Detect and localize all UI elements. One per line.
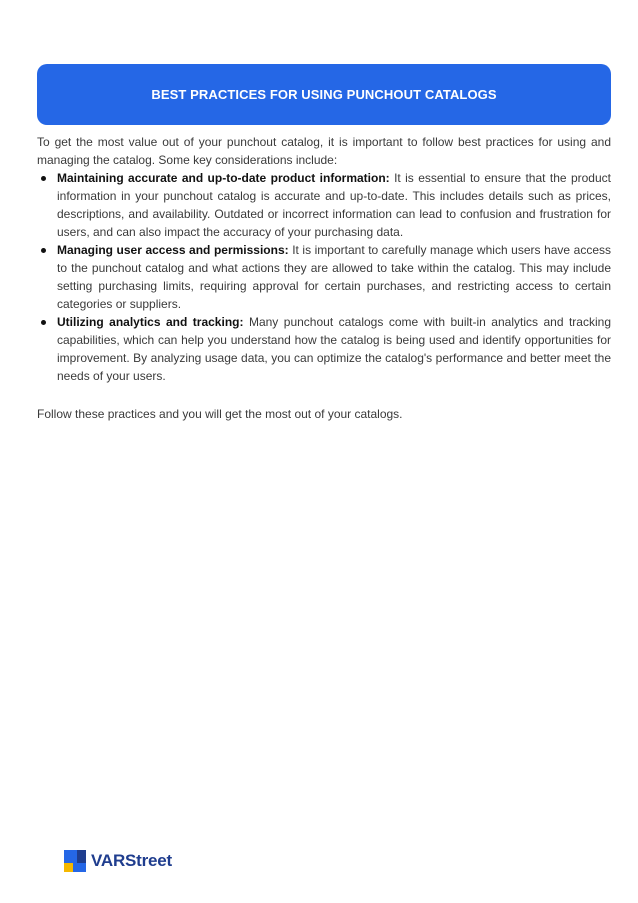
bullet-icon — [41, 320, 46, 325]
practice-term: Managing user access and permissions: — [57, 243, 289, 257]
bullet-icon — [41, 248, 46, 253]
brand-logo — [64, 850, 172, 872]
practices-list — [37, 169, 611, 385]
section-banner — [37, 64, 611, 125]
practice-term: Utilizing analytics and tracking: — [57, 315, 244, 329]
page-title: BEST PRACTICES FOR USING PUNCHOUT CATALOGS — [151, 87, 497, 102]
bullet-icon — [41, 176, 46, 181]
brand-name: VARStreet — [91, 851, 173, 870]
varstreet-logo-icon — [64, 850, 86, 872]
practice-term: Maintaining accurate and up-to-date product information: — [57, 171, 390, 185]
list-item — [57, 169, 611, 241]
list-item — [57, 241, 611, 313]
intro-paragraph: To get the most value out of your punchout catalog, it is important to follow best practices for using and managing the catalog. Some key considerations include: — [37, 135, 611, 167]
practice-text: It is important to carefully manage which users have access to the punchout catalog and what actions they are allowed to take within the catalog. This may include setting purchasing limits, requiring approval for certain purchases, and restricting access to certain categories or suppliers. — [57, 243, 611, 311]
body-content — [37, 133, 611, 423]
practice-text: It is essential to ensure that the product information in your punchout catalog is accurate and up-to-date. This includes details such as prices, descriptions, and availability. Outdated or incorrect information can lead to confusion and frustration for users, and can also impact the accuracy of your purchasing data. — [57, 171, 611, 239]
list-item — [57, 313, 611, 385]
closing-paragraph: Follow these practices and you will get the most out of your catalogs. — [37, 407, 403, 421]
practice-text: Many punchout catalogs come with built-in analytics and tracking capabilities, which can help you understand how the catalog is being used and identify opportunities for improvement. By analyzing usage data, you can optimize the catalog's performance and better meet the needs of your users. — [57, 315, 611, 383]
